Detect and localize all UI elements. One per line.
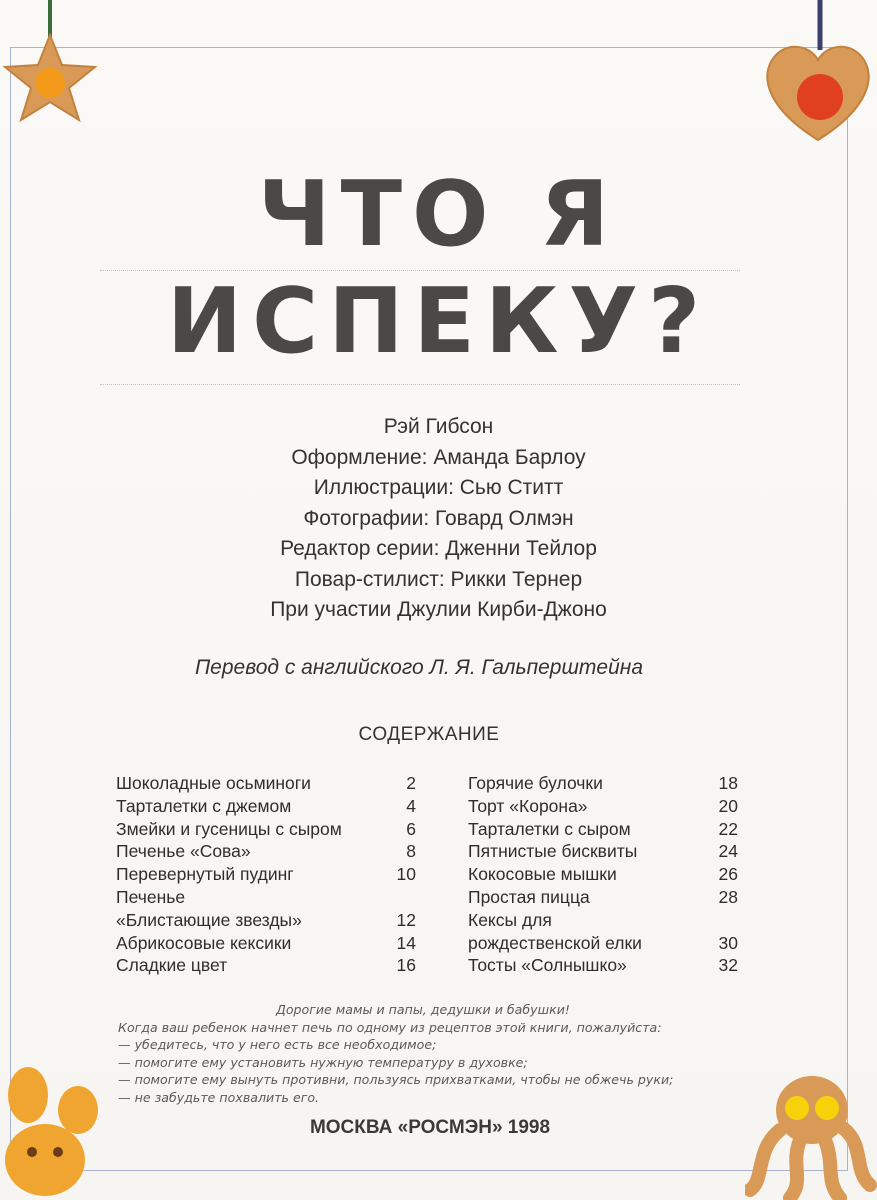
heart-cookie-icon (760, 0, 877, 150)
toc-entry (468, 954, 738, 977)
toc-entry-title: Тарталетки с джемом (116, 795, 292, 816)
title-line-2: ИСПЕКУ? (166, 269, 711, 374)
toc-entry-page: 26 (718, 864, 738, 885)
toc-entry-title: Сладкие цвет (116, 955, 228, 976)
toc-entry-title: Торт «Корона» (468, 795, 588, 816)
toc-entry-title: «Блистающие звезды» (116, 909, 302, 930)
title-line-1: ЧТО Я (257, 162, 620, 267)
toc-entry-page: 28 (718, 886, 738, 907)
toc-entry (116, 886, 416, 909)
toc-entry-page: 2 (406, 773, 416, 793)
toc-entry (116, 818, 416, 841)
toc-entry-title: Горячие булочки (468, 773, 603, 793)
parents-note-line: — убедитесь, что у него есть все необходимое; (118, 1037, 437, 1052)
toc-entry (116, 840, 416, 863)
toc-entry-title: Пятнистые бисквиты (468, 841, 638, 862)
toc-entry-title: Шоколадные осьминоги (116, 773, 311, 793)
toc-entry-title: Тарталетки с сыром (468, 818, 631, 839)
toc-entry-title: Перевернутый пудинг (116, 864, 294, 885)
toc-entry-page: 4 (406, 795, 416, 816)
translation-credit: Перевод с английского Л. Я. Гальперштейна (194, 656, 644, 679)
parents-note (118, 1001, 728, 1106)
toc-entry-title: Змейки и гусеницы с сыром (116, 818, 342, 839)
toc-entry-title: рождественской елки (468, 932, 642, 953)
toc-entry-page: 12 (396, 909, 416, 930)
toc-entry-page: 24 (718, 841, 738, 862)
toc-entry-page: 30 (718, 932, 738, 953)
credit-photos: Фотографии: Говард Олмэн (303, 506, 574, 530)
credit-design: Оформление: Аманда Барлоу (291, 445, 586, 469)
toc-entry (116, 772, 416, 795)
toc-entry-page: 6 (406, 818, 416, 839)
toc-entry-title: Печенье «Сова» (116, 841, 251, 862)
toc-entry (468, 840, 738, 863)
toc-entry (468, 772, 738, 795)
toc-entry-page: 22 (718, 818, 738, 839)
toc-entry (116, 863, 416, 886)
toc-entry-title: Кексы для (468, 909, 552, 930)
parents-note-line: — не забудьте похвалить его. (118, 1089, 320, 1105)
toc-entry-page: 16 (396, 955, 416, 976)
toc-entry-page: 8 (406, 841, 416, 862)
toc-left-column (116, 772, 416, 977)
toc-entry (468, 932, 738, 955)
credit-food-stylist: Повар-стилист: Рикки Тернер (294, 567, 583, 591)
toc-entry (468, 818, 738, 841)
toc-entry (116, 954, 416, 977)
toc-entry-title: Абрикосовые кексики (116, 932, 292, 953)
toc-entry-page: 18 (718, 773, 738, 793)
toc-entry-page: 20 (718, 795, 738, 816)
toc-entry (468, 909, 738, 932)
toc-entry-title: Тосты «Солнышко» (468, 955, 627, 976)
star-cookie-icon (0, 0, 120, 150)
credit-author: Рэй Гибсон (383, 415, 494, 438)
toc-entry-title: Печенье (116, 886, 186, 907)
toc-heading: СОДЕРЖАНИЕ (358, 724, 500, 745)
credit-series-editor: Редактор серии: Дженни Тейлор (280, 537, 597, 560)
toc-entry-page: 10 (396, 864, 416, 885)
parents-note-line: — помогите ему установить нужную температуру в духовке; (118, 1054, 528, 1070)
credit-participation: При участии Джулии Кирби-Джоно (270, 598, 607, 621)
toc-entry (468, 795, 738, 818)
credit-illustrations: Иллюстрации: Сью Ститт (313, 476, 564, 499)
toc-entry (468, 863, 738, 886)
toc-entry-page: 14 (396, 932, 416, 953)
publisher-imprint: МОСКВА «РОСМЭН» 1998 (309, 1117, 551, 1138)
toc-entry-title: Кокосовые мышки (468, 864, 617, 885)
parents-note-line: Когда ваш ребенок начнет печь по одному из рецептов этой книги, пожалуйста: (118, 1019, 662, 1035)
parents-note-heading: Дорогие мамы и папы, дедушки и бабушки! (276, 1002, 570, 1017)
toc-entry-page: 32 (718, 955, 738, 976)
toc-right-column (468, 772, 738, 977)
toc-entry-title: Простая пицца (468, 886, 590, 907)
toc-entry (116, 909, 416, 932)
parents-note-line: — помогите ему вынуть противни, пользуясь прихватками, чтобы не обжечь руки; (118, 1072, 674, 1087)
toc-entry (468, 886, 738, 909)
title-divider-bottom (100, 384, 740, 385)
credits-block (0, 412, 877, 626)
toc-entry (116, 795, 416, 818)
toc-entry (116, 932, 416, 955)
